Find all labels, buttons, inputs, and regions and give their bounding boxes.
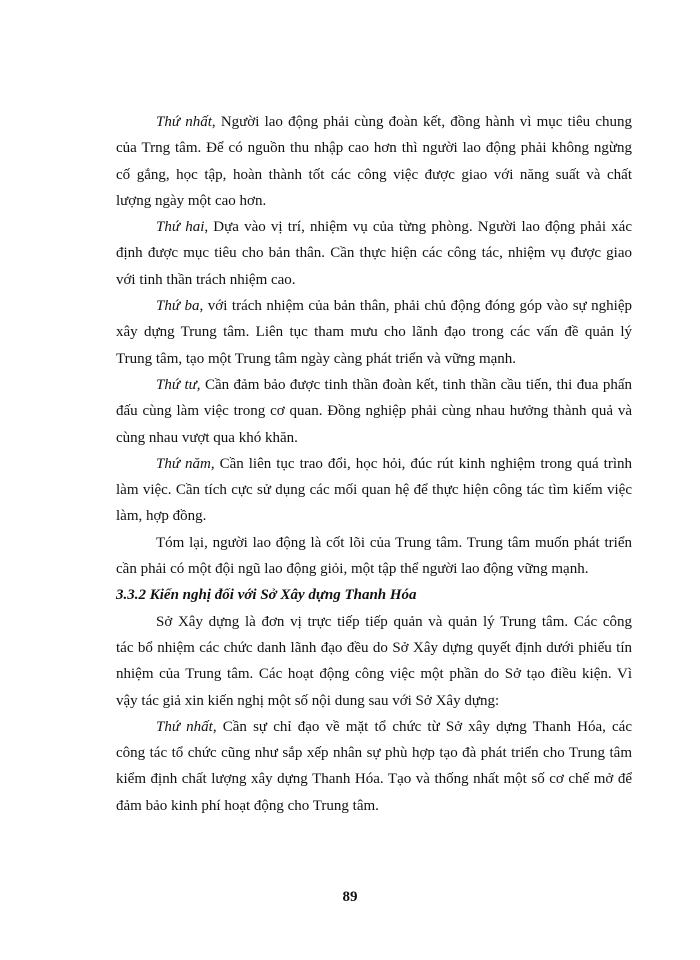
text-line bbox=[116, 477, 632, 503]
lead-phrase: Thứ nhất bbox=[156, 718, 213, 735]
paragraph bbox=[116, 530, 632, 583]
text-line bbox=[116, 661, 632, 687]
text-line bbox=[116, 766, 632, 792]
lead-phrase: Thứ năm bbox=[156, 455, 211, 472]
line-text: Sở Xây dựng là đơn vị trực tiếp tiếp quản và quản lý Trung tâm. Các công bbox=[156, 613, 632, 630]
line-text: 3.3.2 Kiến nghị đối với Sở Xây dựng Thanh Hóa bbox=[116, 587, 417, 604]
line-text: với tinh thần trách nhiệm cao. bbox=[116, 271, 296, 288]
lead-phrase: Thứ nhất bbox=[156, 114, 212, 130]
line-text: đấu cùng làm việc trong cơ quan. Đồng nghiệp phải cùng nhau hưởng thành quả và bbox=[116, 403, 632, 420]
line-text: xây dựng Trung tâm. Liên tục tham mưu cho lãnh đạo trong các vấn đề quản lý bbox=[116, 324, 632, 341]
paragraph bbox=[116, 214, 632, 293]
text-line bbox=[116, 714, 632, 740]
line-text: công tác tổ chức cũng như sắp xếp nhân sự phù hợp tạo đà phát triển cho Trung tâm bbox=[116, 745, 632, 762]
lead-phrase: Thứ ba bbox=[156, 298, 200, 315]
section-heading bbox=[116, 582, 632, 608]
text-line bbox=[116, 293, 632, 319]
line-text: , Dựa vào vị trí, nhiệm vụ của từng phòng. Người lao động phải xác bbox=[204, 219, 632, 236]
line-text: làm việc. Cần tích cực sử dụng các mối quan hệ để thực hiện công tác tìm kiếm việc bbox=[116, 482, 632, 499]
text-line bbox=[116, 609, 632, 635]
paragraph bbox=[116, 451, 632, 530]
line-text: , với trách nhiệm của bản thân, phải chủ động đóng góp vào sự nghiệp bbox=[199, 298, 632, 315]
page-number: 89 bbox=[342, 889, 358, 905]
text-line bbox=[116, 398, 632, 424]
text-line bbox=[116, 135, 632, 161]
text-line bbox=[116, 582, 632, 608]
paragraph bbox=[116, 293, 632, 372]
text-line bbox=[116, 240, 632, 266]
text-line bbox=[116, 109, 632, 135]
text-line bbox=[116, 635, 632, 661]
text-line bbox=[116, 688, 632, 714]
text-line bbox=[116, 740, 632, 766]
text-line bbox=[116, 188, 632, 214]
line-text: vậy tác giả xin kiến nghị một số nội dung sau với Sở Xây dựng: bbox=[116, 692, 500, 709]
paragraph bbox=[116, 609, 632, 714]
line-text: , Người lao động phải cùng đoàn kết, đồng hành vì mục tiêu chung bbox=[211, 114, 632, 130]
body-text bbox=[116, 109, 632, 819]
line-text: định được mục tiêu cho bản thân. Cần thực hiện các công tác, nhiệm vụ được giao bbox=[116, 245, 632, 262]
line-text: , Cần liên tục trao đổi, học hỏi, đúc rút kinh nghiệm trong quá trình bbox=[210, 455, 632, 472]
line-text: cố gắng, học tập, hoàn thành tốt các công việc được giao với năng suất và chất bbox=[116, 166, 632, 183]
text-line bbox=[116, 372, 632, 398]
line-text: đảm bảo kinh phí hoạt động cho Trung tâm. bbox=[116, 797, 379, 814]
text-line bbox=[116, 425, 632, 451]
line-text: kiểm định chất lượng xây dựng Thanh Hóa. Tạo và thống nhất một số cơ chế mở để bbox=[116, 771, 632, 788]
line-text: Trung tâm, tạo một Trung tâm ngày càng phát triển và vững mạnh. bbox=[116, 350, 517, 367]
text-line bbox=[116, 214, 632, 240]
line-text: Tóm lại, người lao động là cốt lõi của Trung tâm. Trung tâm muốn phát triển bbox=[156, 534, 632, 551]
line-text: tác bổ nhiệm các chức danh lãnh đạo đều do Sở Xây dựng quyết định dưới phiếu tín bbox=[116, 639, 632, 656]
text-line bbox=[116, 319, 632, 345]
text-line bbox=[116, 556, 632, 582]
paragraph bbox=[116, 372, 632, 451]
line-text: cần phải có một đội ngũ lao động giỏi, một tập thể người lao động vững mạnh. bbox=[116, 561, 589, 578]
line-text: nhiệm của Trung tâm. Các hoạt động công việc một phần do Sở tạo điều kiện. Vì bbox=[116, 666, 632, 683]
line-text: làm, hợp đồng. bbox=[116, 508, 207, 525]
text-line bbox=[116, 346, 632, 372]
paragraph bbox=[116, 109, 632, 214]
line-text: lượng ngày một cao hơn. bbox=[116, 192, 267, 209]
lead-phrase: Thứ tư bbox=[156, 376, 197, 393]
text-line bbox=[116, 793, 632, 819]
text-line bbox=[116, 503, 632, 529]
lead-phrase: Thứ hai bbox=[156, 219, 205, 236]
paragraph bbox=[116, 714, 632, 819]
text-line bbox=[116, 451, 632, 477]
text-line bbox=[116, 530, 632, 556]
line-text: của Trng tâm. Để có nguồn thu nhập cao hơn thì người lao động phải không ngừng bbox=[116, 140, 632, 157]
text-line bbox=[116, 267, 632, 293]
line-text: , Cần đảm bảo được tinh thần đoàn kết, tinh thần cầu tiến, thi đua phấn bbox=[196, 376, 632, 393]
text-line bbox=[116, 162, 632, 188]
line-text: cùng nhau vượt qua khó khăn. bbox=[116, 429, 298, 446]
line-text: , Cần sự chỉ đạo về mặt tổ chức từ Sở xây dựng Thanh Hóa, các bbox=[212, 718, 632, 735]
